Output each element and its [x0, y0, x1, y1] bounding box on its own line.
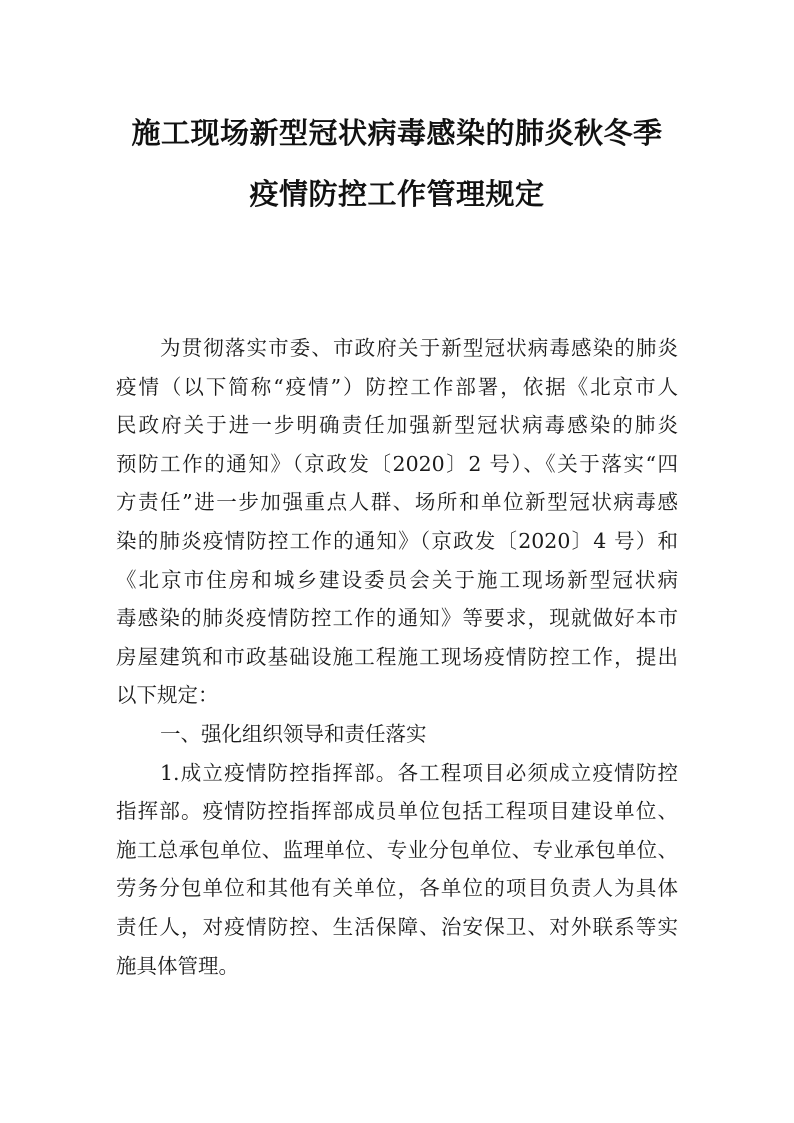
- paragraph-line: 《北京市住房和城乡建设委员会关于施工现场新型冠状病: [116, 567, 678, 592]
- paragraph-line: 染的肺炎疫情防控工作的通知》（京政发〔2020〕4 号）和: [116, 528, 678, 553]
- document-title-line-1: 施工现场新型冠状病毒感染的肺炎秋冬季: [131, 116, 663, 150]
- paragraph-intro: [116, 329, 678, 715]
- document-title-line-2: 疫情防控工作管理规定: [249, 177, 545, 211]
- paragraph-line: 施工总承包单位、监理单位、专业分包单位、专业承包单位、: [116, 837, 678, 862]
- paragraph-line: 责任人，对疫情防控、生活保障、治安保卫、对外联系等实: [116, 914, 678, 939]
- paragraph-line: 疫情（以下简称“疫情”）防控工作部署，依据《北京市人: [116, 374, 678, 399]
- paragraph-line: 施具体管理。: [116, 953, 239, 978]
- paragraph-line: 民政府关于进一步明确责任加强新型冠状病毒感染的肺炎: [116, 413, 678, 438]
- paragraph-line: 以下规定：: [116, 683, 219, 708]
- paragraph-line: 指挥部。疫情防控指挥部成员单位包括工程项目建设单位、: [116, 799, 678, 824]
- paragraph-line: 方责任”进一步加强重点人群、场所和单位新型冠状病毒感: [116, 490, 678, 515]
- paragraph-line: 1.成立疫情防控指挥部。各工程项目必须成立疫情防控: [160, 760, 678, 785]
- paragraph-line: 预防工作的通知》（京政发〔2020〕2 号）、《关于落实“四: [116, 451, 678, 476]
- section-heading: 一、强化组织领导和责任落实: [160, 721, 427, 746]
- paragraph-line: 房屋建筑和市政基础设施工程施工现场疫情防控工作，提出: [116, 644, 678, 669]
- document-body: [116, 329, 678, 985]
- paragraph-line: 劳务分包单位和其他有关单位，各单位的项目负责人为具体: [116, 876, 678, 901]
- paragraph-line: 毒感染的肺炎疫情防控工作的通知》等要求，现就做好本市: [116, 606, 678, 631]
- paragraph-item-1: [116, 754, 678, 986]
- paragraph-line: 为贯彻落实市委、市政府关于新型冠状病毒感染的肺炎: [160, 336, 678, 360]
